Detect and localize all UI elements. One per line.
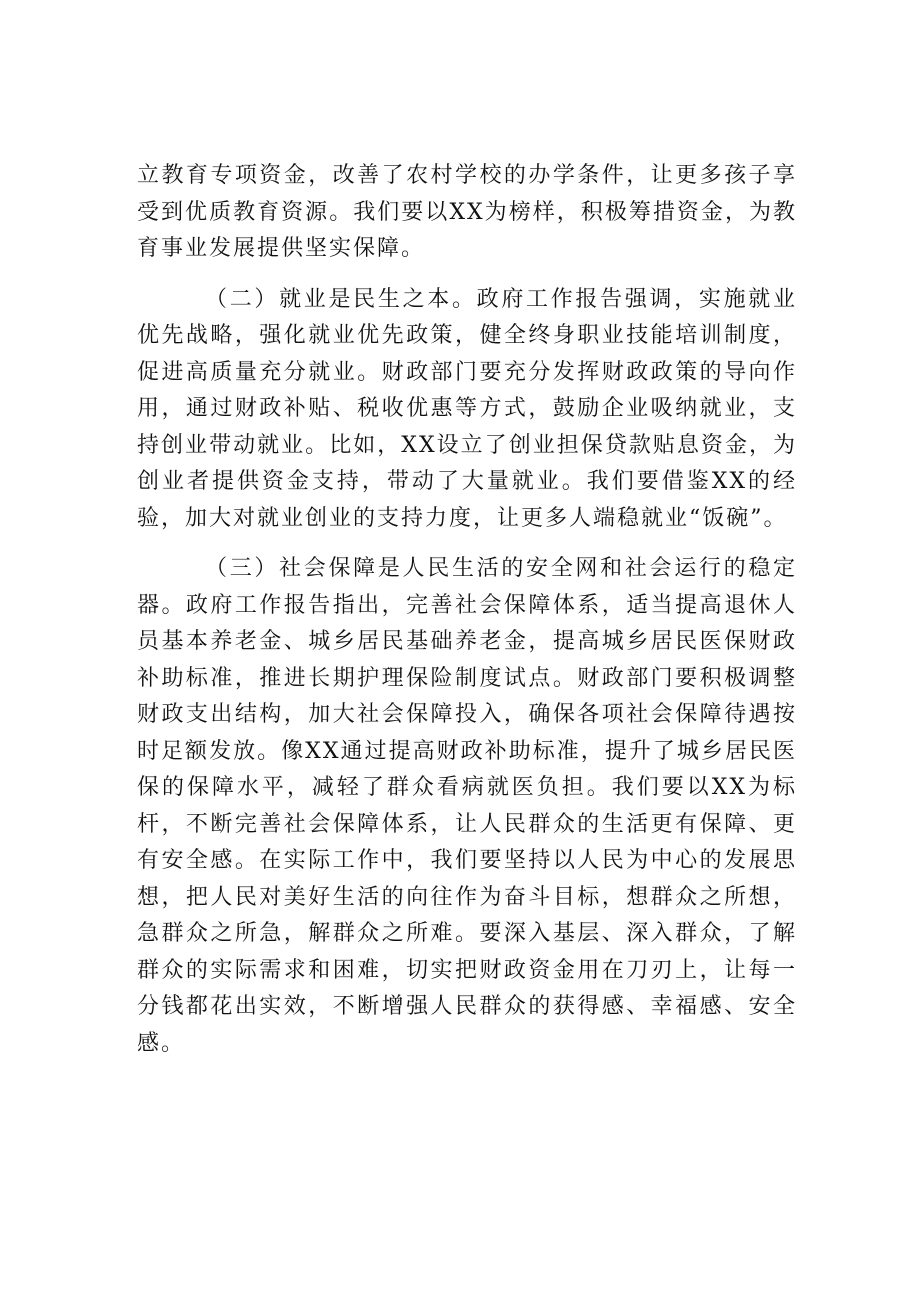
paragraph-employment: （二）就业是民生之本。政府工作报告强调，实施就业优先战略，强化就业优先政策，健全终身职业技能培训制度，促进高质量充分就业。财政部门要充分发挥财政政策的导向作用，通过财政补贴、税收优惠等方式，鼓励企业吸纳就业，支持创业带动就业。比如，XX设立了创业担保贷款贴息资金，为创业者提供资金支持，带动了大量就业。我们要借鉴XX的经验，加大对就业创业的支持力度，让更多人端稳就业“饭碗”。 [137,286,797,531]
paragraph-social-security: （三）社会保障是人民生活的安全网和社会运行的稳定器。政府工作报告指出，完善社会保障体系，适当提高退休人员基本养老金、城乡居民基础养老金，提高城乡居民医保财政补助标准，推进长期护理保险制度试点。财政部门要积极调整财政支出结构，加大社会保障投入，确保各项社会保障待遇按时足额发放。像XX通过提高财政补助标准，提升了城乡居民医保的保障水平，减轻了群众看病就医负担。我们要以XX为标杆，不断完善社会保障体系，让人民群众的生活更有保障、更有安全感。在实际工作中，我们要坚持以人民为中心的发展思想，把人民对美好生活的向往作为奋斗目标，想群众之所想，急群众之所急，解群众之所难。要深入基层、深入群众，了解群众的实际需求和困难，切实把财政资金用在刀刃上，让每一分钱都花出实效，不断增强人民群众的获得感、幸福感、安全感。 [137,556,797,1056]
paragraph-education-continuation: 立教育专项资金，改善了农村学校的办学条件，让更多孩子享受到优质教育资源。我们要以XX为榜样，积极筹措资金，为教育事业发展提供坚实保障。 [137,163,797,261]
document-body [137,158,797,1076]
